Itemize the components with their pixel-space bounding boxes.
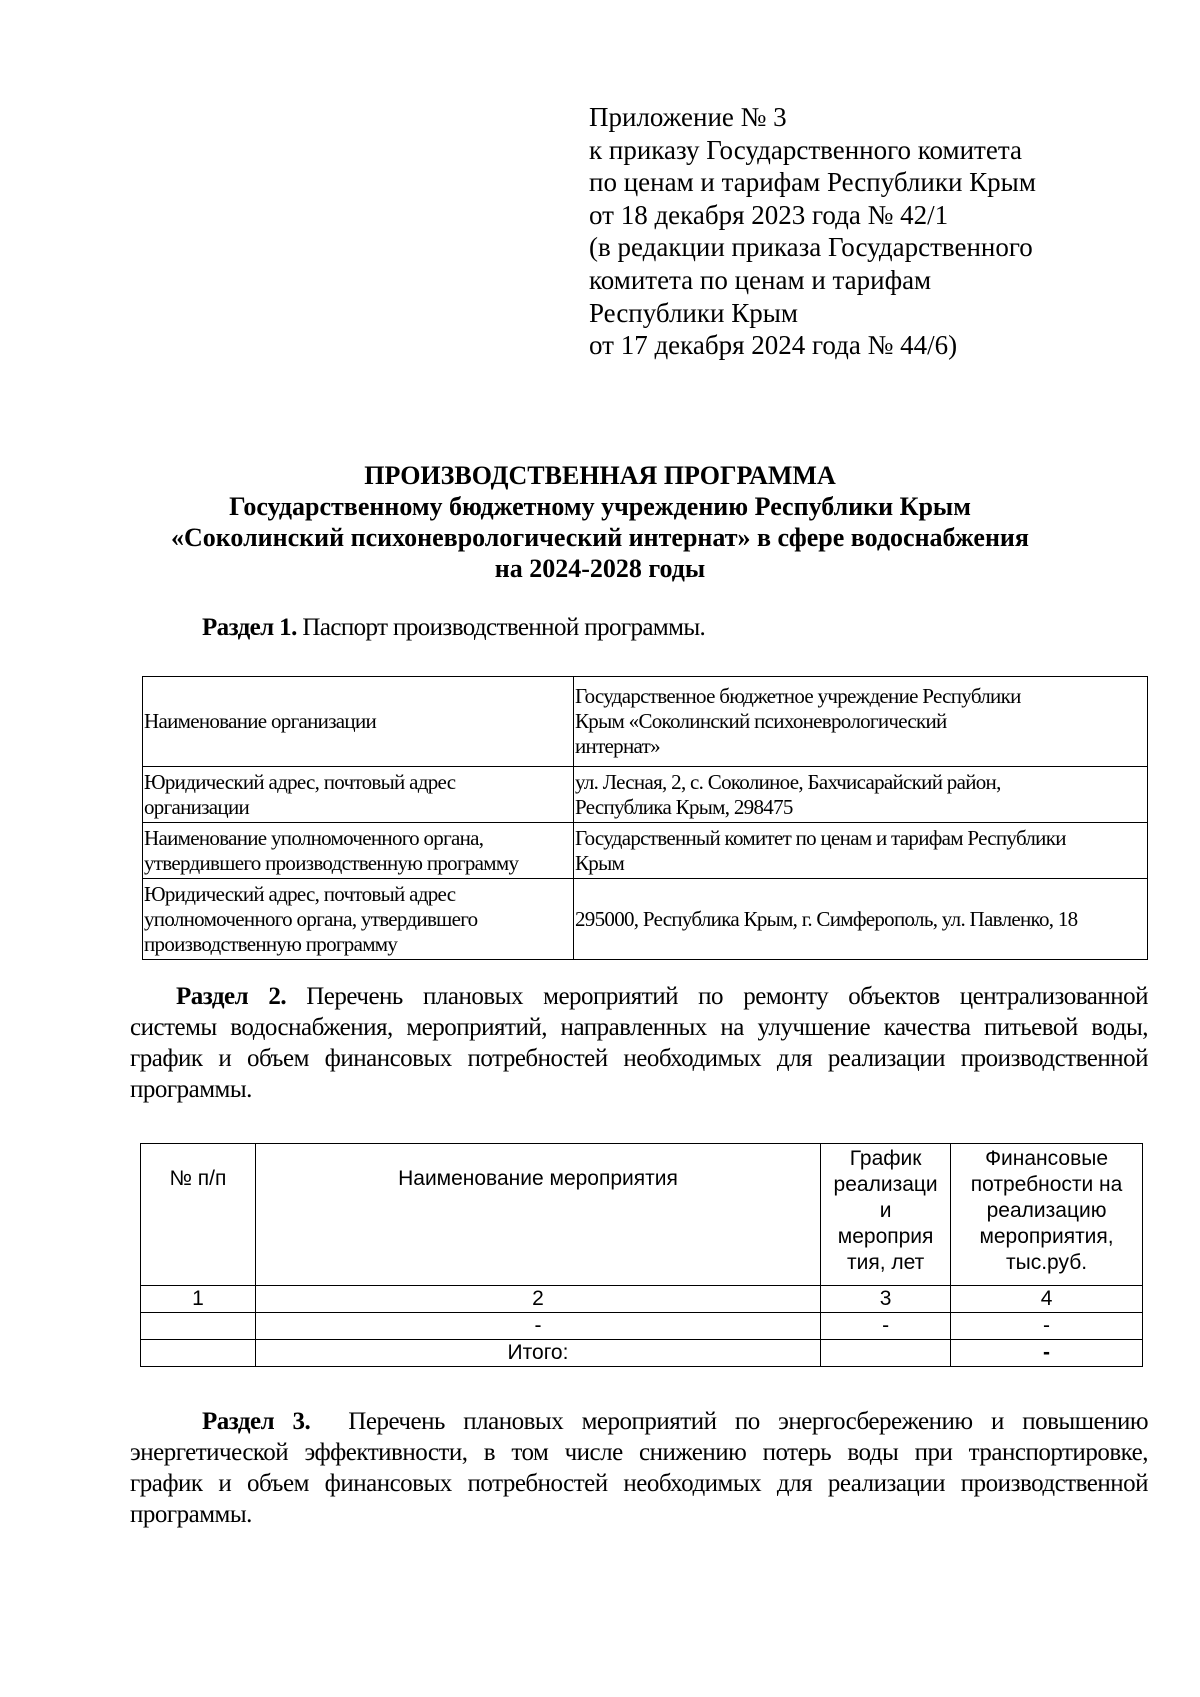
passport-value (574, 879, 1148, 960)
annex-line: по ценам и тарифам Республики Крым (589, 167, 1036, 198)
title-line: «Соколинский психоневрологический интернат» в сфере водоснабжения (171, 523, 1029, 552)
annex-line: от 18 декабря 2023 года № 42/1 (589, 199, 949, 230)
paragraph-line: системы водоснабжения, мероприятий, направленных на улучшение качества питьевой воды, (130, 1014, 1148, 1041)
passport-label (143, 677, 574, 767)
cell-line: Государственное бюджетное учреждение Республики (575, 684, 1021, 708)
annex-line: от 17 декабря 2024 года № 44/6) (589, 330, 958, 361)
cell-line: Крым (575, 850, 625, 875)
column-number: 4 (951, 1286, 1143, 1313)
passport-table (142, 676, 1148, 960)
table-header-row (141, 1144, 1143, 1286)
paragraph-line: график и объем финансовых потребностей необходимых для реализации производственной (130, 1045, 1148, 1072)
section1-label: Раздел 1. (202, 614, 297, 641)
cell-line: производственную программу (144, 931, 398, 956)
annex-block (589, 101, 1036, 362)
paragraph-line: график и объем финансовых потребностей необходимых для реализации производственной (130, 1470, 1148, 1497)
passport-label (143, 767, 574, 823)
annex-line: комитета по ценам и тарифам (589, 264, 932, 295)
cell-line: организации (144, 794, 250, 819)
cell-line: График (849, 1147, 922, 1170)
paragraph-line: энергетической эффективности, в том числе снижению потерь воды при транспортировке, (130, 1439, 1148, 1466)
row-finance: - (951, 1313, 1143, 1340)
row-schedule: - (821, 1313, 951, 1340)
table-row (143, 767, 1148, 823)
table-row (143, 677, 1148, 767)
cell-line: мероприя (837, 1225, 934, 1248)
passport-value (574, 767, 1148, 823)
numbering-row (141, 1286, 1143, 1313)
cell-line: Юридический адрес, почтовый адрес (144, 881, 456, 906)
total-label: Итого: (255, 1340, 820, 1367)
passport-value (574, 823, 1148, 879)
cell-line: Республика Крым, 298475 (575, 794, 793, 819)
section3-label: Раздел 3. (202, 1408, 311, 1435)
paragraph-line: программы. (130, 1501, 252, 1528)
cell-line: утвердившего производственную программу (144, 850, 519, 875)
cell-line: тия, лет (846, 1251, 925, 1274)
cell-line: потребности на (970, 1173, 1123, 1196)
total-finance: - (951, 1340, 1143, 1367)
cell-line: Наименование уполномоченного органа, (144, 825, 484, 850)
cell-text: Наименование мероприятия (398, 1167, 678, 1190)
section1-heading (202, 613, 705, 643)
row-name: - (255, 1313, 820, 1340)
line-text: Перечень плановых мероприятий по ремонту объектов централизованной (286, 983, 1148, 1010)
passport-value (574, 677, 1148, 767)
header-num (141, 1144, 256, 1286)
cell-text: Наименование организации (144, 709, 377, 733)
passport-label (143, 879, 574, 960)
total-row (141, 1340, 1143, 1367)
annex-line: к приказу Государственного комитета (589, 134, 1022, 165)
cell-line: уполномоченного органа, утвердившего (144, 906, 478, 931)
annex-line: (в редакции приказа Государственного (589, 232, 1033, 263)
header-name (255, 1144, 820, 1286)
cell-line: мероприятия, (979, 1225, 1114, 1248)
header-schedule (821, 1144, 951, 1286)
cell-line: реализаци (833, 1173, 938, 1196)
total-schedule (821, 1340, 951, 1367)
cell-text: 295000, Республика Крым, г. Симферополь, ул. Павленко, 18 (575, 906, 1078, 931)
annex-line: Приложение № 3 (589, 102, 787, 132)
annex-line: Республики Крым (589, 297, 798, 328)
table-row (143, 823, 1148, 879)
column-number: 3 (821, 1286, 951, 1313)
title-line: ПРОИЗВОДСТВЕННАЯ ПРОГРАММА (364, 461, 836, 490)
cell-line: Крым «Соколинский психоневрологический (575, 709, 947, 733)
header-finance (951, 1144, 1143, 1286)
cell-line: интернат» (575, 734, 660, 758)
paragraph-line (130, 1406, 1148, 1437)
measures-table (140, 1143, 1143, 1367)
title-line: на 2024-2028 годы (494, 554, 706, 583)
column-number: 1 (141, 1286, 256, 1313)
cell-line: Финансовые (985, 1147, 1108, 1170)
table-row (141, 1313, 1143, 1340)
table-row (143, 879, 1148, 960)
cell-line: и (879, 1199, 892, 1222)
passport-label (143, 823, 574, 879)
cell-line: Юридический адрес, почтовый адрес (144, 769, 456, 794)
cell-line: реализацию (986, 1199, 1107, 1222)
paragraph-line: программы. (130, 1076, 252, 1103)
title-line: Государственному бюджетному учреждению Республики Крым (229, 492, 971, 521)
cell-text: № п/п (169, 1167, 227, 1190)
cell-line: тыс.руб. (1005, 1251, 1088, 1274)
section2-paragraph (130, 981, 1148, 1105)
section1-text: Паспорт производственной программы. (296, 614, 706, 641)
line-text: Перечень плановых мероприятий по энергосбережению и повышению (348, 1408, 1149, 1435)
document-title (0, 460, 1200, 584)
cell-line: Государственный комитет по ценам и тарифам Республики (575, 825, 1066, 850)
column-number: 2 (255, 1286, 820, 1313)
row-num (141, 1313, 256, 1340)
paragraph-line (130, 981, 1148, 1012)
total-empty (141, 1340, 256, 1367)
cell-line: ул. Лесная, 2, с. Соколиное, Бахчисарайский район, (575, 769, 1001, 794)
section2-label: Раздел 2. (176, 983, 287, 1010)
section3-paragraph (130, 1406, 1148, 1530)
